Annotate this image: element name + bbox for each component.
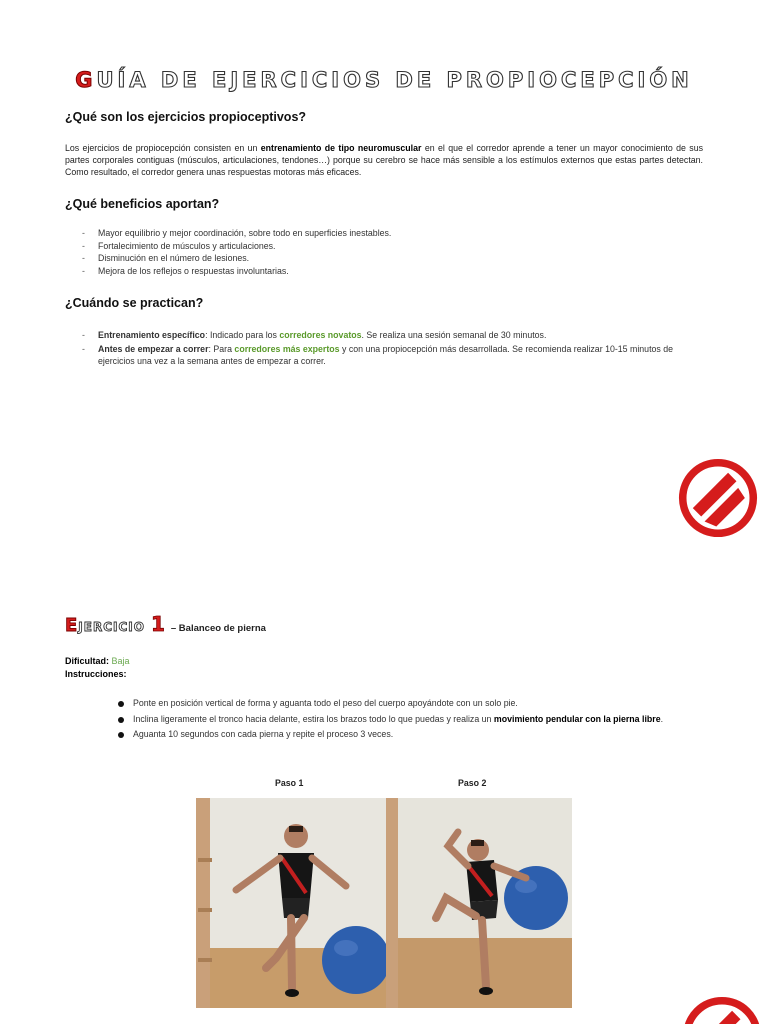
title-rest: UÍA DE EJERCICIOS DE PROPIOCEPCIÓN [96,68,693,92]
title-first-letter: G [75,68,97,92]
exercise-subtitle: – Balanceo de pierna [170,623,266,634]
exercise-title [65,612,266,636]
exercise-meta [65,655,130,680]
when-list [82,330,704,367]
exercise-photo-step-1 [196,798,386,1008]
list-item: - Mayor equilibrio y mejor coordinación, sobre todo en superficies inestables. [82,227,704,240]
instructions-label: Instrucciones: [65,668,127,679]
benefits-list [82,227,704,277]
list-item: Aguanta 10 segundos con cada pierna y repite el proceso 3 veces. [117,729,704,741]
list-item: Inclina ligeramente el tronco hacia delante, estira los brazos todo lo que puedas y realiza un movimiento pendular con la pierna libre. [117,714,704,726]
section-heading-when: ¿Cuándo se practican? [65,296,204,310]
exercise-number: 1 [150,612,165,636]
section-heading-what: ¿Qué son los ejercicios propioceptivos? [65,110,307,124]
list-item: - Fortalecimiento de músculos y articulaciones. [82,240,704,253]
brand-logo-icon [680,994,764,1024]
list-item: - Mejora de los reflejos o respuestas involuntarias. [82,265,704,278]
step-label-1: Paso 1 [275,778,304,788]
exercise-photo-step-2 [386,798,572,1008]
page-title [0,68,768,92]
step-label-2: Paso 2 [458,778,487,788]
list-item: - Entrenamiento específico: Indicado para los corredores novatos. Se realiza una sesión semanal de 30 minutos. [82,330,704,342]
intro-paragraph: Los ejercicios de propiocepción consisten en un entrenamiento de tipo neuromuscular en el que el corredor aprende a tener un mayor conocimiento de sus partes corporales contiguas (músculos, articulaciones, tendones…) porque su cerebro se hace más sensible a los estímulos externos que estas partes detectan. Como resultado, el corredor genera unas respuestas motoras más eficaces. [65,143,703,177]
difficulty-row: Dificultad: Baja [65,656,130,666]
list-item: - Antes de empezar a correr: Para corredores más expertos y con una propiocepción más desarrollada. Se recomienda realizar 10-15 minutos de ejercicios una vez a la semana antes de empezar a correr. [82,344,704,368]
list-item: Ponte en posición vertical de forma y aguanta todo el peso del cuerpo apoyándote con un solo pie. [117,698,704,710]
brand-logo-icon [676,456,760,540]
list-item: - Disminución en el número de lesiones. [82,252,704,265]
section-heading-benefits: ¿Qué beneficios aportan? [65,197,220,211]
instructions-list [117,698,704,745]
exercise-word: EJERCICIO [65,615,145,636]
